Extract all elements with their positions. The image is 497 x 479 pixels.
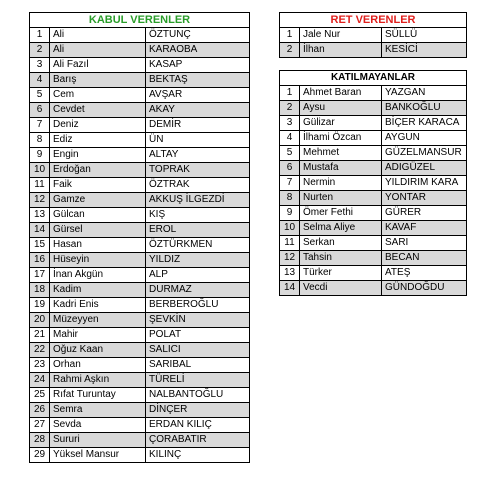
row-number: 28 — [30, 433, 50, 448]
first-name: Nermin — [300, 176, 382, 191]
row-number: 3 — [30, 58, 50, 73]
table-row — [30, 268, 250, 283]
first-name: Barış — [50, 73, 146, 88]
first-name: Oğuz Kaan — [50, 343, 146, 358]
table-row — [280, 236, 467, 251]
last-name: ÖZTRAK — [146, 178, 250, 193]
row-number: 23 — [30, 358, 50, 373]
last-name: BANKOĞLU — [382, 101, 467, 116]
ret-verenler-table — [279, 12, 467, 58]
table-row — [30, 73, 250, 88]
last-name: SARI — [382, 236, 467, 251]
last-name: SALICI — [146, 343, 250, 358]
table-row — [280, 86, 467, 101]
row-number: 15 — [30, 238, 50, 253]
table-row — [30, 178, 250, 193]
table-row — [30, 313, 250, 328]
katilmayanlar-title: KATILMAYANLAR — [280, 71, 467, 86]
row-number: 9 — [280, 206, 300, 221]
katilmayanlar-table — [279, 70, 467, 296]
last-name: ATEŞ — [382, 266, 467, 281]
table-row — [30, 373, 250, 388]
table-row — [30, 433, 250, 448]
table-row — [30, 28, 250, 43]
last-name: YILDIRIM KARA — [382, 176, 467, 191]
table-row — [30, 403, 250, 418]
row-number: 5 — [280, 146, 300, 161]
row-number: 3 — [280, 116, 300, 131]
first-name: Erdoğan — [50, 163, 146, 178]
table-row — [30, 418, 250, 433]
last-name: KILINÇ — [146, 448, 250, 463]
table-row — [280, 131, 467, 146]
row-number: 12 — [280, 251, 300, 266]
table-row — [280, 266, 467, 281]
last-name: TOPRAK — [146, 163, 250, 178]
first-name: Nurten — [300, 191, 382, 206]
last-name: ALP — [146, 268, 250, 283]
first-name: Türker — [300, 266, 382, 281]
row-number: 1 — [280, 86, 300, 101]
table-row — [30, 283, 250, 298]
last-name: YONTAR — [382, 191, 467, 206]
row-number: 13 — [30, 208, 50, 223]
first-name: Rahmi Aşkın — [50, 373, 146, 388]
table-row — [30, 148, 250, 163]
row-number: 19 — [30, 298, 50, 313]
row-number: 2 — [280, 101, 300, 116]
first-name: Sururi — [50, 433, 146, 448]
first-name: Engin — [50, 148, 146, 163]
table-row — [30, 193, 250, 208]
row-number: 20 — [30, 313, 50, 328]
first-name: İnan Akgün — [50, 268, 146, 283]
table-row — [30, 238, 250, 253]
table-row — [280, 176, 467, 191]
row-number: 8 — [30, 133, 50, 148]
last-name: KAVAF — [382, 221, 467, 236]
last-name: BEKTAŞ — [146, 73, 250, 88]
row-number: 29 — [30, 448, 50, 463]
first-name: Ömer Fethi — [300, 206, 382, 221]
row-number: 25 — [30, 388, 50, 403]
row-number: 7 — [280, 176, 300, 191]
first-name: Vecdi — [300, 281, 382, 296]
row-number: 14 — [30, 223, 50, 238]
first-name: Mahir — [50, 328, 146, 343]
last-name: GÜNDOĞDU — [382, 281, 467, 296]
row-number: 24 — [30, 373, 50, 388]
row-number: 18 — [30, 283, 50, 298]
row-number: 1 — [30, 28, 50, 43]
first-name: Cevdet — [50, 103, 146, 118]
first-name: Kadim — [50, 283, 146, 298]
last-name: ADIGÜZEL — [382, 161, 467, 176]
table-row — [30, 448, 250, 463]
table-row — [280, 28, 467, 43]
table-row — [30, 253, 250, 268]
table-row — [280, 206, 467, 221]
first-name: Ali — [50, 43, 146, 58]
table-row — [30, 118, 250, 133]
table-row — [30, 388, 250, 403]
first-name: Hüseyin — [50, 253, 146, 268]
first-name: Hasan — [50, 238, 146, 253]
first-name: Aysu — [300, 101, 382, 116]
last-name: AVŞAR — [146, 88, 250, 103]
last-name: TÜRELİ — [146, 373, 250, 388]
first-name: Selma Aliye — [300, 221, 382, 236]
ret-verenler-title: RET VERENLER — [280, 13, 467, 28]
last-name: DURMAZ — [146, 283, 250, 298]
row-number: 17 — [30, 268, 50, 283]
table-row — [280, 191, 467, 206]
last-name: DEMİR — [146, 118, 250, 133]
table-row — [30, 103, 250, 118]
last-name: ÖZTUNÇ — [146, 28, 250, 43]
table-row — [30, 133, 250, 148]
first-name: Ahmet Baran — [300, 86, 382, 101]
last-name: GÜZELMANSUR — [382, 146, 467, 161]
table-row — [280, 281, 467, 296]
last-name: ÜN — [146, 133, 250, 148]
table-row — [30, 58, 250, 73]
row-number: 6 — [30, 103, 50, 118]
last-name: YILDIZ — [146, 253, 250, 268]
last-name: ÇORABATIR — [146, 433, 250, 448]
first-name: Semra — [50, 403, 146, 418]
last-name: ALTAY — [146, 148, 250, 163]
last-name: BECAN — [382, 251, 467, 266]
row-number: 16 — [30, 253, 50, 268]
table-row — [30, 163, 250, 178]
last-name: SÜLLÜ — [382, 28, 467, 43]
table-row — [30, 328, 250, 343]
first-name: Gülizar — [300, 116, 382, 131]
last-name: KASAP — [146, 58, 250, 73]
table-row — [30, 208, 250, 223]
last-name: BERBEROĞLU — [146, 298, 250, 313]
table-row — [30, 223, 250, 238]
first-name: Deniz — [50, 118, 146, 133]
first-name: Serkan — [300, 236, 382, 251]
last-name: SARIBAL — [146, 358, 250, 373]
last-name: ERDAN KILIÇ — [146, 418, 250, 433]
last-name: AKAY — [146, 103, 250, 118]
first-name: Mehmet — [300, 146, 382, 161]
last-name: AYGUN — [382, 131, 467, 146]
first-name: Müzeyyen — [50, 313, 146, 328]
row-number: 6 — [280, 161, 300, 176]
table-row — [280, 116, 467, 131]
first-name: Gamze — [50, 193, 146, 208]
table-row — [30, 298, 250, 313]
first-name: Ali Fazıl — [50, 58, 146, 73]
last-name: KARAOBA — [146, 43, 250, 58]
last-name: KIŞ — [146, 208, 250, 223]
row-number: 21 — [30, 328, 50, 343]
first-name: Ali — [50, 28, 146, 43]
last-name: BİÇER KARACA — [382, 116, 467, 131]
row-number: 26 — [30, 403, 50, 418]
first-name: Cem — [50, 88, 146, 103]
first-name: Gürsel — [50, 223, 146, 238]
row-number: 10 — [30, 163, 50, 178]
row-number: 2 — [30, 43, 50, 58]
row-number: 11 — [280, 236, 300, 251]
first-name: Sevda — [50, 418, 146, 433]
first-name: Faik — [50, 178, 146, 193]
row-number: 11 — [30, 178, 50, 193]
first-name: İlhami Özcan — [300, 131, 382, 146]
row-number: 1 — [280, 28, 300, 43]
kabul-verenler-table — [29, 12, 250, 463]
row-number: 12 — [30, 193, 50, 208]
table-row — [30, 343, 250, 358]
first-name: Gülcan — [50, 208, 146, 223]
kabul-verenler-title: KABUL VERENLER — [30, 13, 250, 28]
last-name: DİNÇER — [146, 403, 250, 418]
last-name: YAZGAN — [382, 86, 467, 101]
last-name: GÜRER — [382, 206, 467, 221]
row-number: 10 — [280, 221, 300, 236]
last-name: POLAT — [146, 328, 250, 343]
first-name: Tahsin — [300, 251, 382, 266]
first-name: Mustafa — [300, 161, 382, 176]
first-name: Kadri Enis — [50, 298, 146, 313]
row-number: 7 — [30, 118, 50, 133]
row-number: 14 — [280, 281, 300, 296]
table-row — [30, 88, 250, 103]
row-number: 5 — [30, 88, 50, 103]
table-row — [280, 146, 467, 161]
first-name: Rıfat Turuntay — [50, 388, 146, 403]
first-name: Yüksel Mansur — [50, 448, 146, 463]
first-name: İlhan — [300, 43, 382, 58]
last-name: AKKUŞ İLGEZDİ — [146, 193, 250, 208]
row-number: 13 — [280, 266, 300, 281]
table-row — [30, 358, 250, 373]
table-row — [280, 43, 467, 58]
table-row — [280, 161, 467, 176]
row-number: 8 — [280, 191, 300, 206]
table-row — [280, 251, 467, 266]
row-number: 9 — [30, 148, 50, 163]
first-name: Ediz — [50, 133, 146, 148]
first-name: Orhan — [50, 358, 146, 373]
table-row — [280, 221, 467, 236]
last-name: KESİCİ — [382, 43, 467, 58]
last-name: ŞEVKİN — [146, 313, 250, 328]
last-name: NALBANTOĞLU — [146, 388, 250, 403]
table-row — [280, 101, 467, 116]
row-number: 27 — [30, 418, 50, 433]
row-number: 4 — [280, 131, 300, 146]
last-name: ÖZTÜRKMEN — [146, 238, 250, 253]
table-row — [30, 43, 250, 58]
row-number: 2 — [280, 43, 300, 58]
last-name: EROL — [146, 223, 250, 238]
row-number: 4 — [30, 73, 50, 88]
row-number: 22 — [30, 343, 50, 358]
first-name: Jale Nur — [300, 28, 382, 43]
